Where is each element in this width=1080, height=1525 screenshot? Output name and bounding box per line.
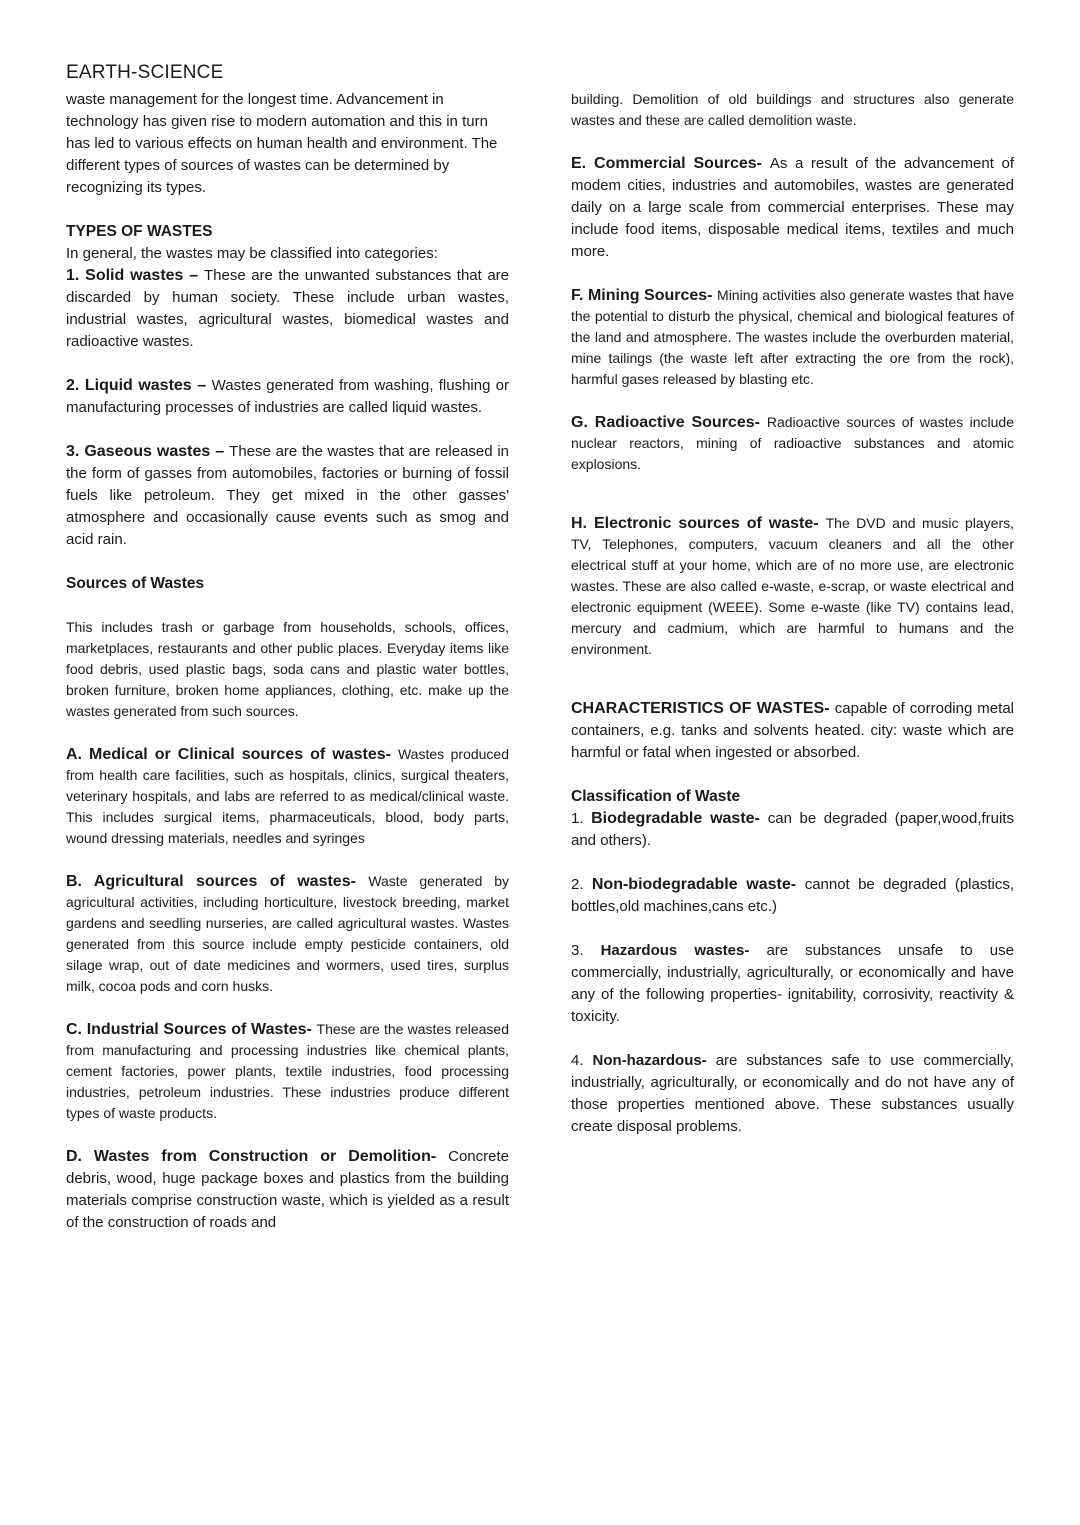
right-column [571,62,1014,1485]
non-hazardous-text: are substances safe to use commercially, industrially, agriculturally, or economically and do not have any of those properties mentioned above. These substances usually create disposal problems. [571,1052,1014,1135]
intro-paragraph: waste management for the longest time. Advancement in technology has given rise to modern automation and this in turn has led to various effects on human health and environment. The different types of sources of wastes can be determined by recognizing its types. [66,91,498,196]
non-hazardous-label: Non-hazardous- [592,1052,716,1069]
construction-demolition-label: D. Wastes from Construction or Demolition- [66,1148,449,1165]
electronic-sources-label: H. Electronic sources of waste- [571,515,826,532]
paragraph-mining-sources [571,285,1014,390]
non-biodegradable-label: Non-biodegradable waste- [591,876,805,893]
medical-sources-text: Wastes produced from health care facilities, such as hospitals, clinics, surgical theaters, veterinary hospitals, and labs are referred to as medical/clinical waste. This includes surgical items, pharmaceuticals, blood, body parts, wound dressing materials, needles and syringes [66,746,509,846]
biodegradable-label: Biodegradable waste- [591,810,768,827]
biodegradable-number: 1. [571,810,592,827]
solid-wastes-text: These are the unwanted substances that are discarded by human society. These include urban wastes, industrial wastes, agricultural wastes, biomedical wastes and radioactive wastes. [66,267,510,350]
mining-sources-label: F. Mining Sources- [571,287,718,304]
industrial-sources-text: These are the wastes released from manufacturing and processing industries like chemical plants, cement factories, power plants, textile industries, food processing industries, petroleum industries. These industries produce different types of waste products. [66,1021,509,1121]
paragraph-non-biodegradable [571,874,1014,918]
medical-sources-label: A. Medical or Clinical sources of wastes- [66,746,398,763]
heading-sources-of-wastes: Sources of Wastes [66,575,205,592]
paragraph-non-hazardous [571,1050,1014,1138]
paragraph-industrial-sources [66,1019,509,1124]
hazardous-number: 3. [571,942,601,959]
paragraph-demolition-continued: building. Demolition of old buildings and structures also generate wastes and these are called demolition waste. [571,91,1014,128]
electronic-sources-text: The DVD and music players, TV, Telephones, computers, vacuum cleaners and all the other electrical stuff at your home, which are of no more use, are electronic wastes. These are also called e-waste, e-scrap, or waste electrical and electronic equipment (WEEE). Some e-waste (like TV) contains lead, mercury and cadmium, which are harmful to humans and the environment. [571,515,1014,657]
heading-types-of-wastes: TYPES OF WASTES [66,223,213,240]
paragraph-solid-wastes [66,265,509,353]
paragraph-liquid-wastes [66,375,509,419]
paragraph-construction-demolition [66,1146,509,1234]
paragraph-gaseous-wastes [66,441,509,551]
liquid-wastes-label: 2. Liquid wastes – [66,377,212,394]
paragraph-agricultural-sources [66,871,509,997]
paragraph-biodegradable [571,808,1014,852]
left-column [66,62,509,1485]
paragraph-medical-sources [66,744,509,849]
types-intro-paragraph: In general, the wastes may be classified into categories: [66,245,438,262]
solid-wastes-label: 1. Solid wastes – [66,267,204,284]
agricultural-sources-label: B. Agricultural sources of wastes- [66,873,369,890]
non-biodegradable-number: 2. [571,876,592,893]
paragraph-hazardous [571,940,1014,1028]
characteristics-text: capable of corroding metal containers, e.g. tanks and solvents heated. city: waste which are harmful or fatal when ingested or absorbed. [571,700,1014,761]
characteristics-label: CHARACTERISTICS OF WASTES- [571,700,835,717]
industrial-sources-label: C. Industrial Sources of Wastes- [66,1021,317,1038]
gaseous-wastes-label: 3. Gaseous wastes – [66,443,230,460]
paragraph-characteristics [571,698,1014,764]
paragraph-commercial-sources [571,153,1014,263]
liquid-wastes-text: Wastes generated from washing, flushing or manufacturing processes of industries are called liquid wastes. [66,377,510,416]
hazardous-label: Hazardous wastes- [600,942,767,959]
hazardous-text: are substances unsafe to use commercially, industrially, agriculturally, or economically and have any of the following properties- ignitability, corrosivity, reactivity & toxicity. [571,942,1014,1025]
gaseous-wastes-text: These are the wastes that are released in the form of gasses from automobiles, factories or burning of fossil fuels like petroleum. They get mixed in the other gasses' atmosphere and occasionally cause events such as smog and acid rain. [66,443,509,548]
page-title: EARTH-SCIENCE [66,62,224,83]
commercial-sources-text: As a result of the advancement of modem cities, industries and automobiles, wastes are generated daily on a large scale from commercial enterprises. These may include food items, disposable medical items, textiles and much more. [571,155,1014,260]
biodegradable-text: can be degraded (paper,wood,fruits and others). [571,810,1014,849]
sources-intro-paragraph: This includes trash or garbage from households, schools, offices, marketplaces, restaurants and other public places. Everyday items like food debris, used plastic bags, soda cans and plastic water bottles, broken furniture, broken home appliances, clothing, etc. make up the wastes generated from such sources. [66,619,509,719]
mining-sources-text: Mining activities also generate wastes that have the potential to disturb the physical, chemical and biological features of the land and atmosphere. The wastes include the overburden material, mine tailings (the waste left after extracting the ore from the rock), harmful gases released by blasting etc. [571,287,1014,387]
non-hazardous-number: 4. [571,1052,593,1069]
paragraph-electronic-sources [571,513,1014,660]
paragraph-radioactive-sources [571,412,1014,475]
construction-demolition-text: Concrete debris, wood, huge package boxes and plastics from the building materials comprise construction waste, which is yielded as a result of the construction of roads and [66,1148,509,1231]
non-biodegradable-text: cannot be degraded (plastics, bottles,old machines,cans etc.) [571,876,1015,915]
agricultural-sources-text: Waste generated by agricultural activities, including horticulture, livestock breeding, market gardens and seedling nurseries, are called agricultural wastes. Wastes generated from this source include empty pesticide containers, old silage wrap, out of date medicines and wormers, used tires, surplus milk, cocoa pods and corn husks. [66,873,509,994]
heading-classification-of-waste: Classification of Waste [571,788,741,805]
radioactive-sources-text: Radioactive sources of wastes include nuclear reactors, mining of radioactive substances and atomic explosions. [571,414,1014,472]
commercial-sources-label: E. Commercial Sources- [571,155,770,172]
radioactive-sources-label: G. Radioactive Sources- [571,414,767,431]
